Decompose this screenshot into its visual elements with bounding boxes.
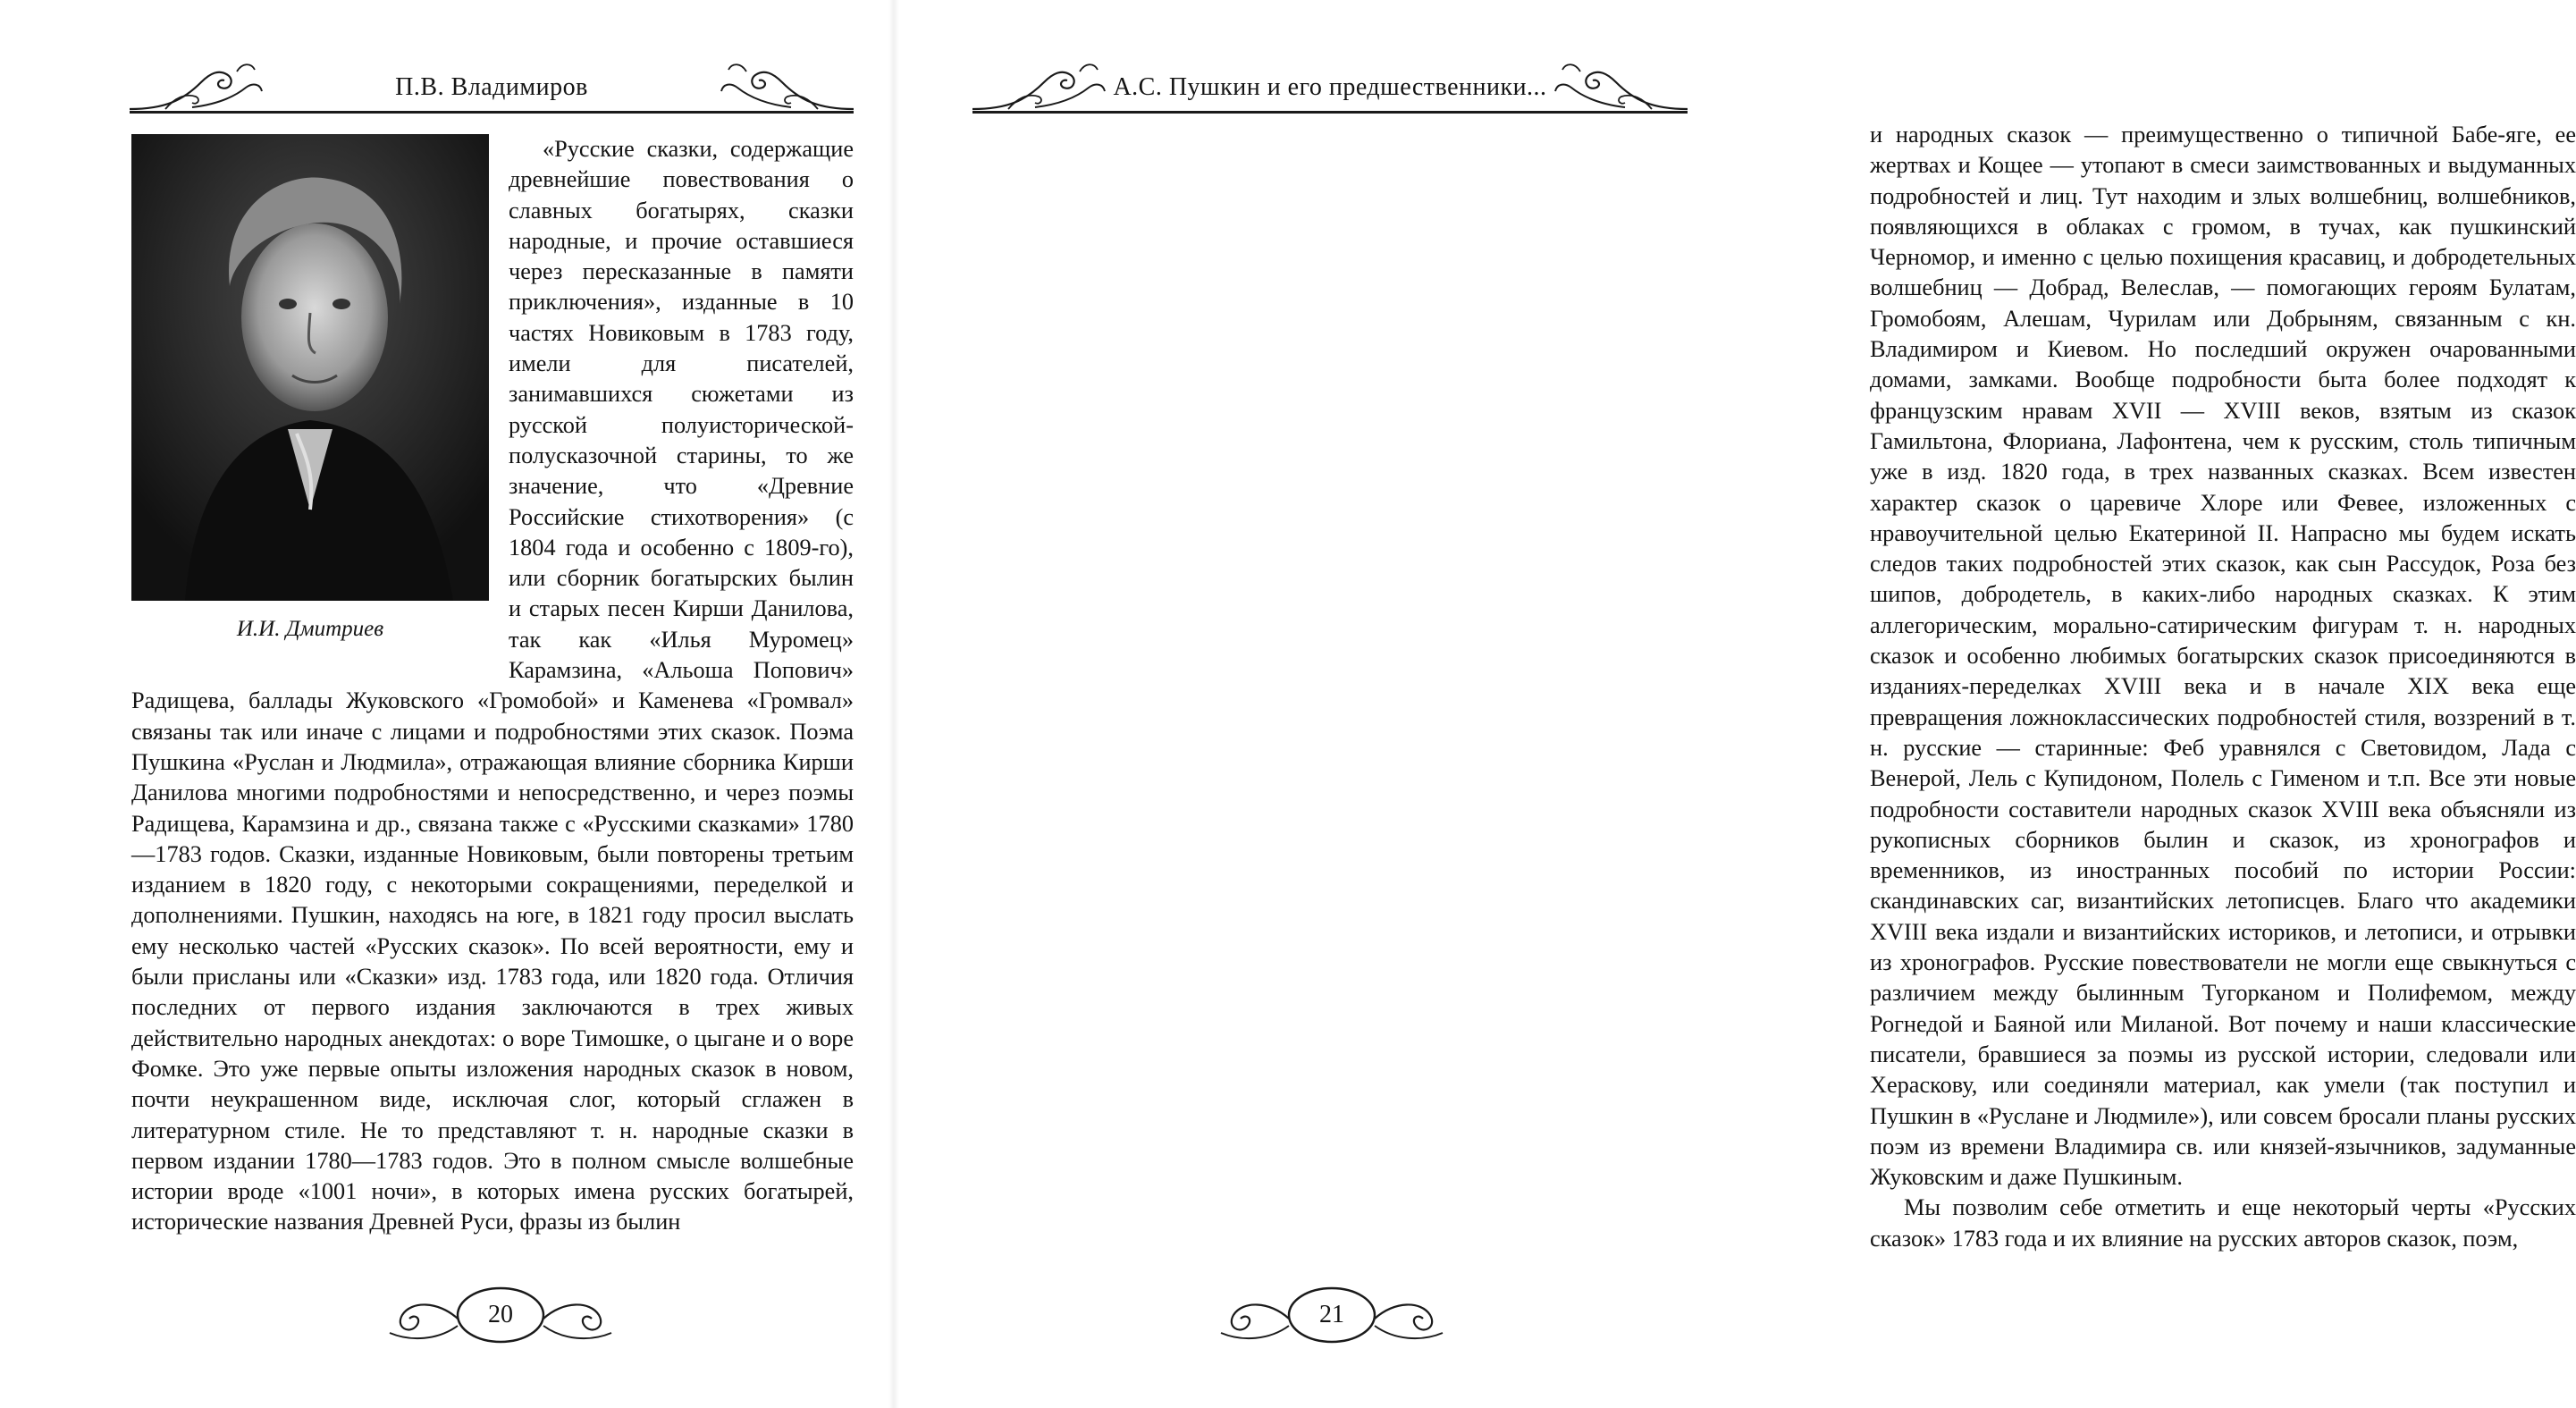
right-page-footer	[1216, 1283, 1448, 1354]
header-ornament-right	[1553, 55, 1688, 114]
right-body-text	[1870, 120, 2576, 1254]
portrait-caption: И.И. Дмитриев	[236, 617, 384, 641]
left-running-head: П.В. Владимиров	[395, 73, 588, 101]
page-number-right: 21	[1319, 1301, 1344, 1328]
left-page	[0, 0, 894, 1408]
left-body-text	[131, 134, 854, 1238]
header-rule	[130, 111, 854, 114]
right-page-header	[972, 55, 1688, 118]
left-page-footer	[384, 1283, 617, 1354]
right-paragraph-2: Мы позволим себе отметить и еще некоторый черты «Русских сказок» 1783 года и их влияние на русских авторов сказок, поэм,	[1870, 1194, 2576, 1252]
right-paragraph-1: и народных сказок — преимущественно о типичной Бабе-яге, ее жертвах и Кощее — утопают в смеси заимствованных и выдуманных подробностей и лиц. Тут находим и злых волшебниц, волшебников, появляющихся в облаках с громом, в тучах, как пушкинский Черномор, и именно с целью похищения красавиц, и добродетельных волшебниц — Добрад, Велеслав, — помогающих героям Булатам, Громобоям, Алешам, Чурилам или Добрыням, связанным с кн. Владимиром и Киевом. Но последший окружен очарованными домами, замками. Вообще подробности быта более подходят к французским нравам XVII — XVIII веков, взятым из сказок Гамильтона, Флориана, Лафонтена, чем к русским, столь типичным уже в изд. 1820 года, в трех названных сказках. Всем известен характер сказок о царевиче Хлоре или Февее, изложенных с нравоучительной целью Екатериной II. Напрасно мы будем искать следов таких подробностей этих сказок, как сын Рассудок, Роза без шипов, добродетель, в каких-либо народных сказках. К этим аллегорическим, морально-сатирическим фигурам т. н. народных сказок и особенно любимых богатырских сказок присоединяются в изданиях-переделках XVIII века и в начале XIX века еще превращения ложноклассических подробностей стиля, воззрений в т. н. русские — старинные: Феб уравнялся с Световидом, Лада с Венерой, Лель с Купидоном, Полель с Гименом и т.п. Все эти новые подробности составители народных сказок XVIII века объясняли из рукописных сборников былин и сказок, из хронографов и временников, из иностранных пособий по истории России: скандинавских саг, византийских летописцев. Благо что академики XVIII века издали и византийских историков, и летописи, и отрывки из хронографов. Русские повествователи не могли еще свыкнуться с различием между былинным Тугорканом и Полифемом, между Рогнедой и Баяной или Миланой. Вот почему и наши классические писатели, бравшиеся за поэмы из русской истории, следовали или Хераскову, или соединяли материал, как умели (так поступил и Пушкин в «Руслане и Людмиле»), или совсем бросали планы русских поэм из времени Владимира св. или князей-язычников, задуманные Жуковским и даже Пушкиным.	[1870, 122, 2576, 1191]
portrait-text-wrap-spacer	[131, 134, 509, 673]
header-ornament-right	[720, 55, 854, 114]
left-paragraph: «Русские сказки, содержащие древнейшие повествования о славных богатырях, сказки народные, и прочие оставшиеся через пересказанные в памяти приключения», изданные в 10 частях Новиковым в 1783 году, имели для писателей, занимавшихся сюжетами из русской полуисторической-полусказочной старины, то же значение, что «Древние Российские стихотворения» (с 1804 года и особенно с 1809-го), или сборник богатырских былин и старых песен Кирши Данилова, так как «Илья Муромец» Карамзина, «Альоша Попович» Радищева, баллады Жуковского «Громобой» и Каменева «Громвал» связаны так или иначе с лицами и подробностями этих сказок. Поэма Пушкина «Руслан и Людмила», отражающая влияние сборника Кирши Данилова многими подробностями и непосредственно, и через поэмы Радищева, Карамзина и др., связана также с «Русскими сказками» 1780—1783 годов. Сказки, изданные Новиковым, были повторены третьим изданием в 1820 году, с некоторыми сокращениями, переделкой и дополнениями. Пушкин, находясь на юге, в 1821 году просил выслать ему несколько частей «Русских сказок». По всей вероятности, ему и были присланы или «Сказки» изд. 1783 года, или 1820 года. Отличия последних от первого издания заключаются в трех живых действительно народных анекдотах: о воре Тимошке, о цыгане и о воре Фомке. Это уже первые опыты изложения народных сказок в новом, почти неукрашенном виде, исключая слог, который сглажен в литературном стиле. Не то представляют т. н. народные сказки в первом издании 1780—1783 годов. Это в полном смысле волшебные истории вроде «1001 ночи», в которых имена русских богатырей, исторические названия Древней Руси, фразы из былин	[131, 136, 854, 1235]
header-rule	[972, 111, 1688, 114]
page-number-left: 20	[488, 1301, 513, 1328]
right-page	[894, 0, 2576, 1408]
left-page-header	[130, 55, 854, 118]
right-running-head: А.С. Пушкин и его предшественники...	[1113, 73, 1547, 101]
